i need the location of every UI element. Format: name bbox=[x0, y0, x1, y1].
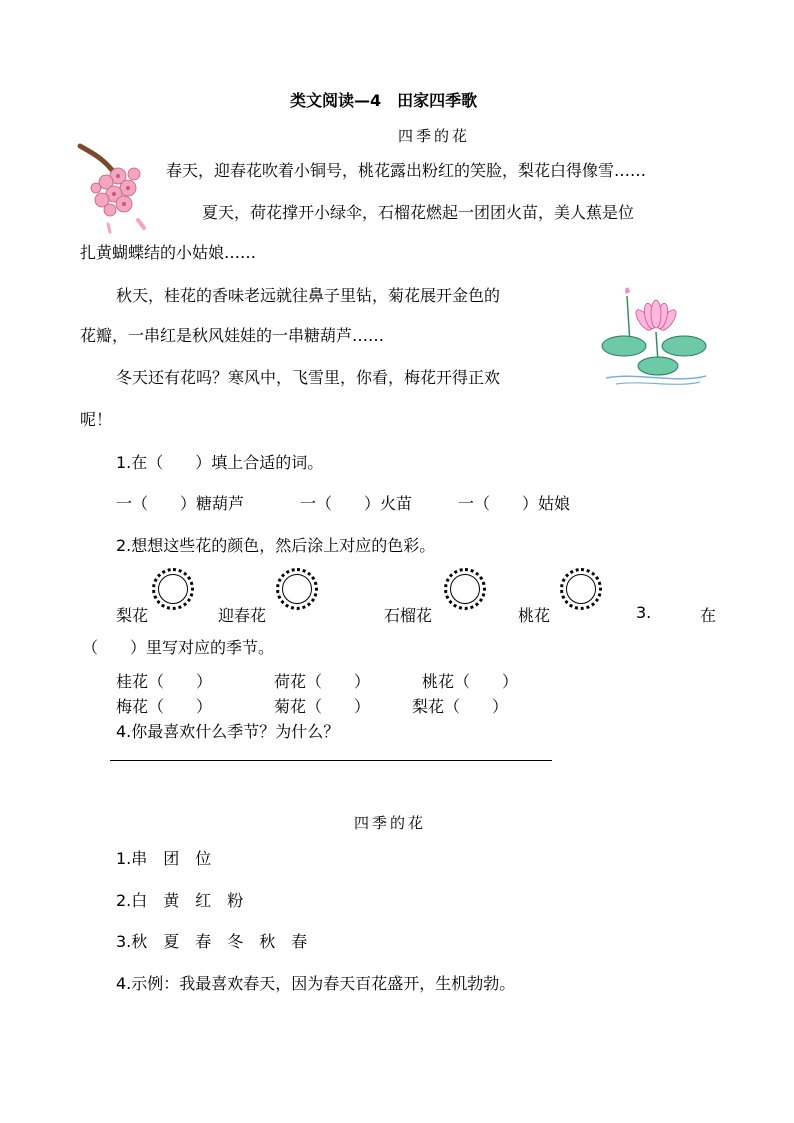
question-3-zai: 在 bbox=[700, 606, 717, 625]
question-2: 2.想想这些花的颜色，然后涂上对应的色彩。 bbox=[116, 536, 436, 555]
q3-blank-peach[interactable]: 桃花（ ） bbox=[422, 672, 519, 691]
q3-blank-plum[interactable]: 梅花（ ） bbox=[116, 697, 213, 716]
answer-3: 3.秋 夏 春 冬 秋 春 bbox=[116, 932, 308, 951]
color-circle-pomegranate[interactable] bbox=[444, 568, 486, 610]
color-circle-pear[interactable] bbox=[152, 568, 194, 610]
flower-label-winter-jasmine: 迎春花 bbox=[218, 606, 267, 625]
answer-line[interactable] bbox=[110, 760, 552, 761]
q3-blank-pear[interactable]: 梨花（ ） bbox=[412, 697, 509, 716]
color-circle-peach[interactable] bbox=[560, 568, 602, 610]
answer-4: 4.示例：我最喜欢春天，因为春天百花盛开，生机勃勃。 bbox=[116, 974, 516, 993]
paragraph-autumn-line1: 秋天，桂花的香味老远就往鼻子里钻，菊花展开金色的 bbox=[116, 286, 501, 305]
paragraph-spring: 春天，迎春花吹着小铜号，桃花露出粉红的笑脸，梨花白得像雪…… bbox=[166, 161, 647, 180]
q3-blank-osmanthus[interactable]: 桂花（ ） bbox=[116, 672, 213, 691]
answer-2: 2.白 黄 红 粉 bbox=[116, 891, 244, 910]
page-title: 类文阅读—4 田家四季歌 bbox=[290, 91, 478, 110]
q3-blank-lotus[interactable]: 荷花（ ） bbox=[274, 672, 371, 691]
q1-blank-1[interactable]: 一（ ）糖葫芦 bbox=[116, 494, 245, 513]
paragraph-autumn-line2: 花瓣，一串红是秋风娃娃的一串糖葫芦…… bbox=[80, 326, 385, 345]
question-3-number: 3. bbox=[636, 603, 652, 622]
flower-label-peach: 桃花 bbox=[518, 606, 551, 625]
peach-blossom-icon bbox=[76, 140, 156, 235]
q1-blank-3[interactable]: 一（ ）姑娘 bbox=[458, 494, 571, 513]
lotus-icon bbox=[596, 284, 712, 388]
q3-blank-chrysanthemum[interactable]: 菊花（ ） bbox=[274, 697, 371, 716]
q1-blank-2[interactable]: 一（ ）火苗 bbox=[300, 494, 413, 513]
answers-heading: 四季的花 bbox=[354, 814, 427, 832]
question-4: 4.你最喜欢什么季节？为什么？ bbox=[116, 722, 340, 741]
paragraph-summer-line1: 夏天，荷花撑开小绿伞，石榴花燃起一团团火苗，美人蕉是位 bbox=[202, 203, 635, 222]
flower-label-pear: 梨花 bbox=[116, 606, 149, 625]
question-3-prompt: （ ）里写对应的季节。 bbox=[82, 638, 275, 657]
color-circle-winter-jasmine[interactable] bbox=[276, 568, 318, 610]
paragraph-summer-line2: 扎黄蝴蝶结的小姑娘…… bbox=[80, 243, 257, 262]
paragraph-winter-line1: 冬天还有花吗？寒风中，飞雪里，你看，梅花开得正欢 bbox=[116, 368, 501, 387]
answer-1: 1.串 团 位 bbox=[116, 849, 212, 868]
flower-label-pomegranate: 石榴花 bbox=[384, 606, 433, 625]
article-heading: 四季的花 bbox=[398, 127, 471, 145]
question-1: 1.在（ ）填上合适的词。 bbox=[116, 453, 324, 472]
paragraph-winter-line2: 呢！ bbox=[80, 410, 113, 429]
